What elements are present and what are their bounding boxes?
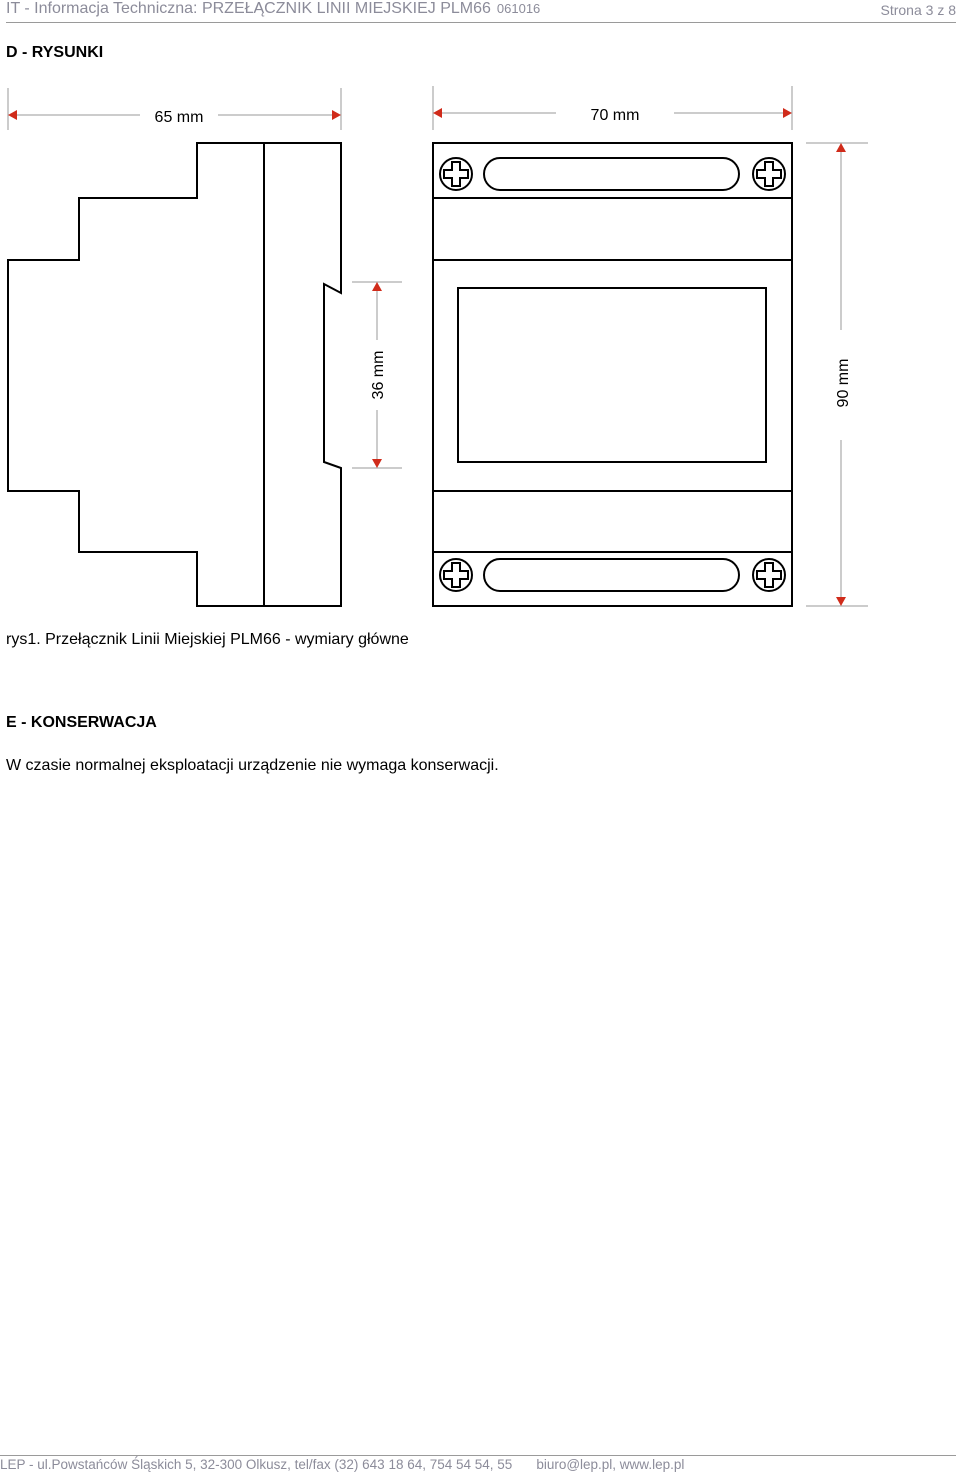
document-code: 061016: [496, 1, 541, 16]
section-d-heading: D - RYSUNKI: [6, 44, 104, 61]
dim-label-36mm: 36 mm: [370, 350, 387, 400]
page-footer: [0, 1455, 956, 1472]
screw-icon: [440, 158, 472, 190]
dim-label-65mm: 65 mm: [154, 109, 204, 126]
dim-label-70mm: 70 mm: [590, 107, 640, 124]
arrow-right-icon: [783, 108, 792, 118]
arrow-up-icon: [836, 143, 846, 152]
figure-caption: rys1. Przełącznik Linii Miejskiej PLM66 - wymiary główne: [6, 631, 409, 648]
arrow-left-icon: [433, 108, 442, 118]
dimension-drawing: [0, 80, 960, 615]
arrow-down-icon: [836, 597, 846, 606]
terminal-slot-bottom: [484, 559, 739, 591]
screw-icon: [753, 158, 785, 190]
arrow-left-icon: [8, 110, 17, 120]
screw-icon: [440, 559, 472, 591]
page-header: [6, 0, 956, 23]
arrow-up-icon: [372, 282, 382, 291]
footer-web: biuro@lep.pl, www.lep.pl: [536, 1457, 685, 1472]
document-title: IT - Informacja Techniczna: PRZEŁĄCZNIK LINII MIEJSKIEJ PLM66 061016: [6, 0, 541, 17]
maintenance-text: W czasie normalnej eksploatacji urządzenie nie wymaga konserwacji.: [6, 757, 499, 774]
terminal-slot-top: [484, 158, 739, 190]
arrow-down-icon: [372, 459, 382, 468]
front-view-outline: [433, 143, 792, 606]
page-number: Strona 3 z 8: [880, 2, 956, 18]
front-window: [458, 288, 766, 462]
footer-contact: LEP - ul.Powstańców Śląskich 5, 32-300 Olkusz, tel/fax (32) 643 18 64, 754 54 54, 55: [0, 1457, 513, 1472]
dim-label-90mm: 90 mm: [835, 358, 852, 408]
arrow-right-icon: [332, 110, 341, 120]
screw-icon: [753, 559, 785, 591]
section-e-heading: E - KONSERWACJA: [6, 714, 157, 731]
side-view-outline: [8, 143, 341, 606]
